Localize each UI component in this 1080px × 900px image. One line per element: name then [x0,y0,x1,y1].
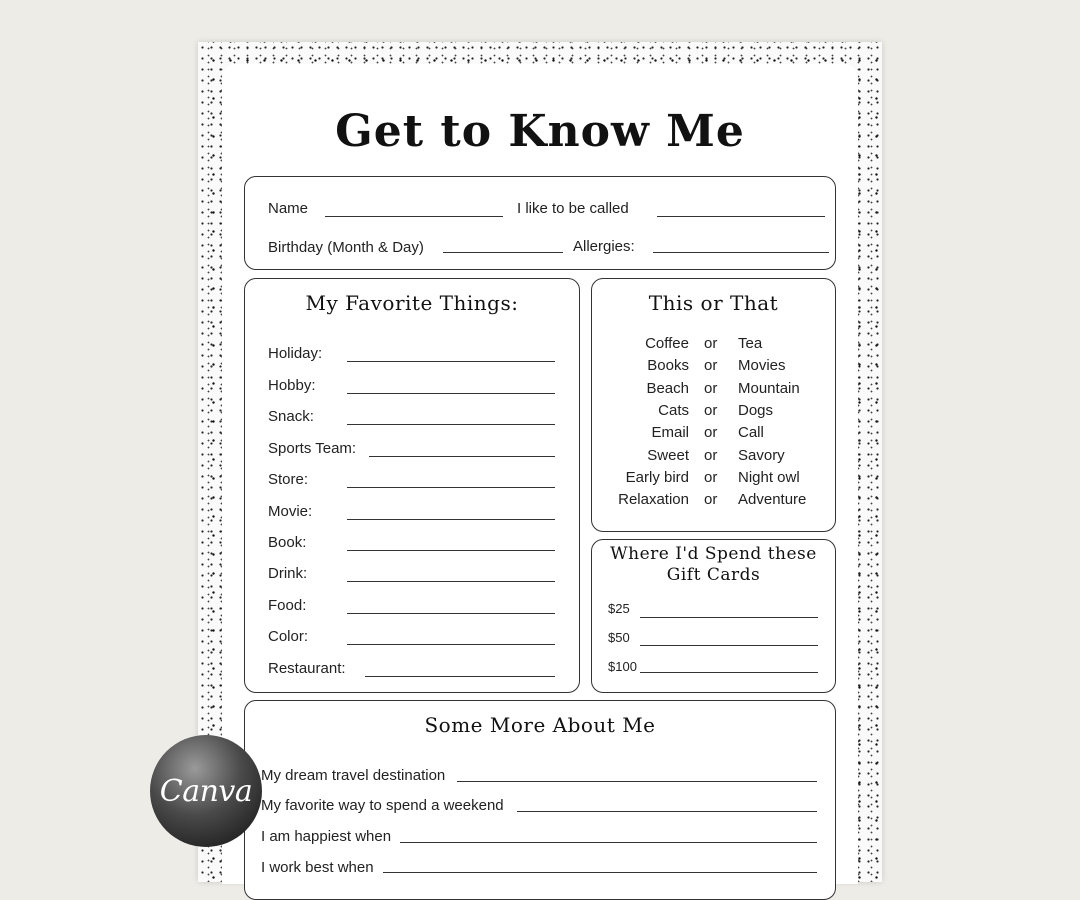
favorite-drink-line[interactable] [347,581,555,582]
page-title: Get to Know Me [335,106,745,157]
or-label: or [704,380,718,397]
canva-logo-badge: Canva [150,735,262,847]
birthday-line[interactable] [443,252,563,253]
gift-card-50-label: $50 [608,630,630,645]
form-page [222,64,858,884]
or-label: or [704,447,718,464]
gift-card-25-label: $25 [608,601,630,616]
favorite-store-label: Store: [268,471,309,488]
or-label: or [704,469,718,486]
happiest-when-label: I am happiest when [261,828,392,845]
option-right[interactable]: Savory [738,447,785,464]
option-left[interactable]: Books [647,357,689,374]
favorite-store-line[interactable] [347,487,555,488]
happiest-when-line[interactable] [400,842,817,843]
called-line[interactable] [657,216,825,217]
allergies-label: Allergies: [573,238,635,255]
favorite-snack-line[interactable] [347,424,555,425]
or-label: or [704,357,718,374]
or-label: or [704,402,718,419]
gift-card-100-line[interactable] [640,672,818,673]
work-best-when-line[interactable] [383,872,817,873]
favorite-food-label: Food: [268,597,307,614]
this-or-that-row [592,447,837,467]
option-right[interactable]: Movies [738,357,786,374]
favorite-weekend-label: My favorite way to spend a weekend [261,797,504,814]
this-or-that-title: This or That [648,291,779,315]
gift-card-25-line[interactable] [640,617,818,618]
favorite-sports-team-line[interactable] [369,456,555,457]
favorite-holiday-label: Holiday: [268,345,323,362]
favorite-book-line[interactable] [347,550,555,551]
option-right[interactable]: Night owl [738,469,800,486]
this-or-that-row [592,335,837,355]
option-right[interactable]: Adventure [738,491,807,508]
this-or-that-row [592,402,837,422]
this-or-that-row [592,469,837,489]
birthday-label: Birthday (Month & Day) [268,239,424,256]
more-about-me-box [244,700,836,900]
printable-sheet [198,42,882,882]
this-or-that-row [592,380,837,400]
dream-travel-line[interactable] [457,781,817,782]
or-label: or [704,424,718,441]
favorite-color-line[interactable] [347,644,555,645]
favorites-box [244,278,580,693]
called-label: I like to be called [517,200,629,217]
or-label: or [704,335,718,352]
favorite-hobby-line[interactable] [347,393,555,394]
this-or-that-box [591,278,836,532]
this-or-that-row [592,357,837,377]
favorite-movie-label: Movie: [268,503,313,520]
basics-box [244,176,836,270]
name-label: Name [268,200,309,217]
option-left[interactable]: Coffee [645,335,689,352]
gift-card-100-label: $100 [608,659,637,674]
name-line[interactable] [325,216,503,217]
gift-cards-box [591,539,836,693]
option-left[interactable]: Relaxation [618,491,689,508]
favorites-title: My Favorite Things: [305,291,519,315]
favorite-book-label: Book: [268,534,307,551]
option-left[interactable]: Beach [646,380,689,397]
favorite-restaurant-line[interactable] [365,676,555,677]
option-left[interactable]: Cats [658,402,689,419]
gift-card-50-line[interactable] [640,645,818,646]
gift-cards-title-line-2: Gift Cards [666,565,761,585]
this-or-that-row [592,491,837,511]
favorite-color-label: Color: [268,628,309,645]
option-right[interactable]: Dogs [738,402,774,419]
option-right[interactable]: Call [738,424,764,441]
favorite-holiday-line[interactable] [347,361,555,362]
favorite-hobby-label: Hobby: [268,377,316,394]
favorite-restaurant-label: Restaurant: [268,660,346,677]
favorite-snack-label: Snack: [268,408,314,425]
favorite-movie-line[interactable] [347,519,555,520]
gift-cards-title-line-1: Where I'd Spend these [610,544,817,564]
more-about-me-title: Some More About Me [424,713,656,737]
favorite-sports-team-label: Sports Team: [268,440,357,457]
option-right[interactable]: Tea [738,335,763,352]
favorite-drink-label: Drink: [268,565,308,582]
favorite-food-line[interactable] [347,613,555,614]
option-left[interactable]: Sweet [647,447,689,464]
favorite-weekend-line[interactable] [517,811,817,812]
option-left[interactable]: Email [651,424,689,441]
dream-travel-label: My dream travel destination [261,767,446,784]
option-right[interactable]: Mountain [738,380,800,397]
allergies-line[interactable] [653,252,829,253]
option-left[interactable]: Early bird [625,469,689,486]
or-label: or [704,491,718,508]
this-or-that-row [592,424,837,444]
work-best-when-label: I work best when [261,859,374,876]
